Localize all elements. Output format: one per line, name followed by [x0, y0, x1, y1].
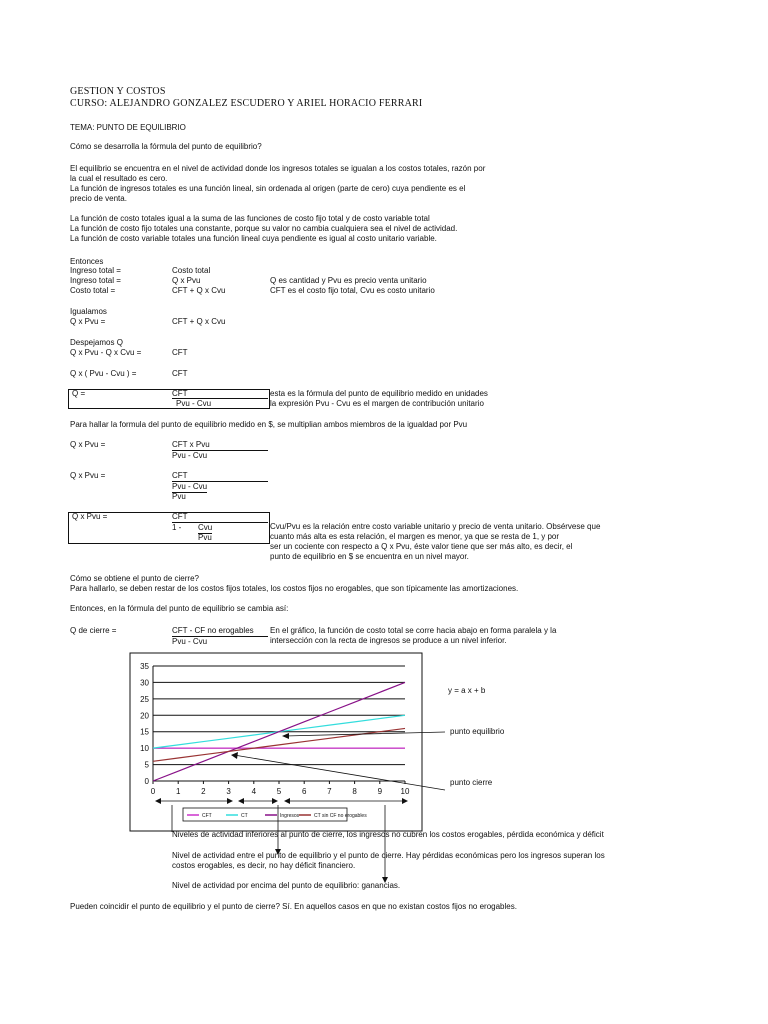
pesos-intro: Para hallar la formula del punto de equilibrio medido en $, se multiplian ambos miembros de la igualdad por Pvu: [70, 420, 468, 429]
formula-left: Q =: [72, 389, 86, 398]
intro-line: precio de venta.: [70, 194, 127, 203]
region-note: costos erogables, es decir, no hay déficit financiero.: [172, 861, 356, 870]
closing-paragraph: Pueden coincidir el punto de equilibrio y el punto de cierre? Sí. En aquellos casos en que no existan costos fijos no erogables.: [70, 902, 517, 911]
formula-note: ser un cociente con respecto a Q x Pvu, éste valor tiene que ser más alto, es decir, el: [270, 542, 573, 551]
region-note: Niveles de actividad inferiores al punto de cierre, los ingresos no cubren los costos erogables, pérdida económica y déficit: [172, 830, 604, 839]
formula-note: intersección con la recta de ingresos se produce a un nivel inferior.: [270, 636, 507, 645]
formula-numerator: CFT: [172, 471, 188, 480]
eq-left: Ingreso total =: [70, 266, 121, 275]
formula-middle: Cvu: [198, 523, 213, 532]
x-tick-label: 1: [175, 787, 181, 796]
intro-line: La función de costo fijo totales una constante, porque su valor no cambia cualquiera sea el nivel de actividad.: [70, 224, 458, 233]
formula-numerator: CFT - CF no erogables: [172, 626, 254, 635]
eq-left: Ingreso total =: [70, 276, 121, 285]
y-tick-label: 20: [140, 711, 149, 721]
course-name: GESTION Y COSTOS: [70, 86, 166, 97]
intro-question: Cómo se desarrolla la fórmula del punto de equilibrio?: [70, 142, 262, 151]
x-tick-label: 5: [276, 787, 282, 796]
igualamos-label: Igualamos: [70, 307, 107, 316]
eq-left: Q x Pvu =: [70, 317, 106, 326]
eq-left: Costo total =: [70, 286, 116, 295]
formula-denominator: Pvu - Cvu: [172, 637, 208, 646]
formula-note: Cvu/Pvu es la relación entre costo variable unitario y precio de venta unitario. Obsérvese que: [270, 522, 601, 531]
y-tick-label: 30: [140, 678, 149, 688]
formula-numerator: CFT x Pvu: [172, 440, 210, 449]
formula-note: la expresión Pvu - Cvu es el margen de contribución unitario: [270, 399, 484, 408]
formula-note: punto de equilibrio en $ se encuentra en un nivel mayor.: [270, 552, 469, 561]
formula-numerator: CFT: [172, 512, 188, 521]
formula-note: esta es la fórmula del punto de equilibrio medido en unidades: [270, 389, 488, 398]
intro-line: El equilibrio se encuentra en el nivel de actividad donde los ingresos totales se igualan a los costos totales, razón por: [70, 164, 486, 173]
x-tick-label: 4: [251, 787, 257, 796]
intro-line: la cual el resultado es cero.: [70, 174, 168, 183]
course-authors: CURSO: ALEJANDRO GONZALEZ ESCUDERO Y ARIEL HORACIO FERRARI: [70, 98, 423, 109]
intro-line: La función de ingresos totales es una función lineal, sin ordenada al origen (parte de cero) cuya pendiente es el: [70, 184, 466, 193]
x-tick-label: 2: [201, 787, 206, 796]
equilibrium-label: punto equilibrio: [450, 727, 505, 736]
legend-label: CT: [241, 813, 248, 819]
equation-label: y = a x + b: [448, 686, 486, 695]
formula-left: Q de cierre =: [70, 626, 117, 635]
cierre-question: Cómo se obtiene el punto de cierre?: [70, 574, 199, 583]
formula-denominator: Pvu: [172, 492, 186, 501]
eq-note: CFT es el costo fijo total, Cvu es costo unitario: [270, 286, 435, 295]
chart-frame: [130, 653, 422, 831]
formula-left: Q x Pvu =: [72, 512, 108, 521]
y-tick-label: 35: [140, 662, 149, 671]
x-tick-label: 7: [327, 787, 332, 796]
y-tick-label: 25: [140, 694, 149, 704]
eq-right: CFT: [172, 369, 188, 378]
intro-line: La función de costo totales igual a la suma de las funciones de costo fijo total y de costo variable total: [70, 214, 430, 223]
legend-label: Ingresos: [280, 813, 300, 819]
region-note: Nivel de actividad entre el punto de equilibrio y el punto de cierre. Hay pérdidas económicas pero los ingresos superan los: [172, 851, 605, 860]
eq-left: Q x Pvu - Q x Cvu =: [70, 348, 142, 357]
eq-right: CFT: [172, 348, 188, 357]
formula-left: Q x Pvu =: [70, 440, 106, 449]
x-tick-label: 0: [150, 787, 156, 796]
formula-numerator: CFT: [172, 389, 188, 398]
formula-denominator: Pvu - Cvu: [176, 399, 212, 408]
formula-middle: 1 -: [172, 523, 182, 532]
x-tick-label: 10: [400, 787, 410, 796]
x-tick-label: 3: [226, 787, 231, 796]
region-note: Nivel de actividad por encima del punto de equilibrio: ganancias.: [172, 881, 401, 890]
eq-left: Q x ( Pvu - Cvu ) =: [70, 369, 137, 378]
closure-label: punto cierre: [450, 778, 493, 787]
formula-note: cuanto más alta es esta relación, el margen es menor, ya que se resta de 1, y por: [270, 532, 560, 541]
eq-right: CFT + Q x Cvu: [172, 317, 226, 326]
despejamos-label: Despejamos Q: [70, 338, 123, 347]
topic-title: TEMA: PUNTO DE EQUILIBRIO: [70, 123, 186, 132]
x-tick-label: 6: [301, 787, 307, 796]
entonces-label: Entonces: [70, 257, 104, 266]
y-tick-label: 10: [140, 744, 149, 754]
y-tick-label: 5: [144, 760, 149, 770]
formula-left: Q x Pvu =: [70, 471, 106, 480]
formula-denominator: Pvu: [198, 533, 212, 542]
y-tick-label: 15: [140, 727, 149, 737]
intro-line: La función de costo variable totales una función lineal cuya pendiente es igual al costo unitario variable.: [70, 234, 437, 243]
formula-denominator: Pvu - Cvu: [172, 451, 208, 460]
legend-label: CT sin CF no erogables: [314, 813, 367, 819]
x-tick-label: 8: [352, 787, 357, 796]
cierre-paragraph: Para hallarlo, se deben restar de los costos fijos totales, los costos fijos no erogables, que son típicamente las amortizaciones.: [70, 584, 519, 593]
formula-middle: Pvu - Cvu: [172, 482, 208, 491]
eq-right: Costo total: [172, 266, 211, 275]
cierre-paragraph: Entonces, en la fórmula del punto de equilibrio se cambia así:: [70, 604, 289, 613]
eq-right: CFT + Q x Cvu: [172, 286, 226, 295]
y-tick-label: 0: [144, 777, 149, 786]
eq-right: Q x Pvu: [172, 276, 201, 285]
eq-note: Q es cantidad y Pvu es precio venta unitario: [270, 276, 427, 285]
formula-note: En el gráfico, la función de costo total se corre hacia abajo en forma paralela y la: [270, 626, 557, 635]
legend-label: CFT: [202, 813, 212, 819]
x-tick-label: 9: [377, 787, 383, 796]
